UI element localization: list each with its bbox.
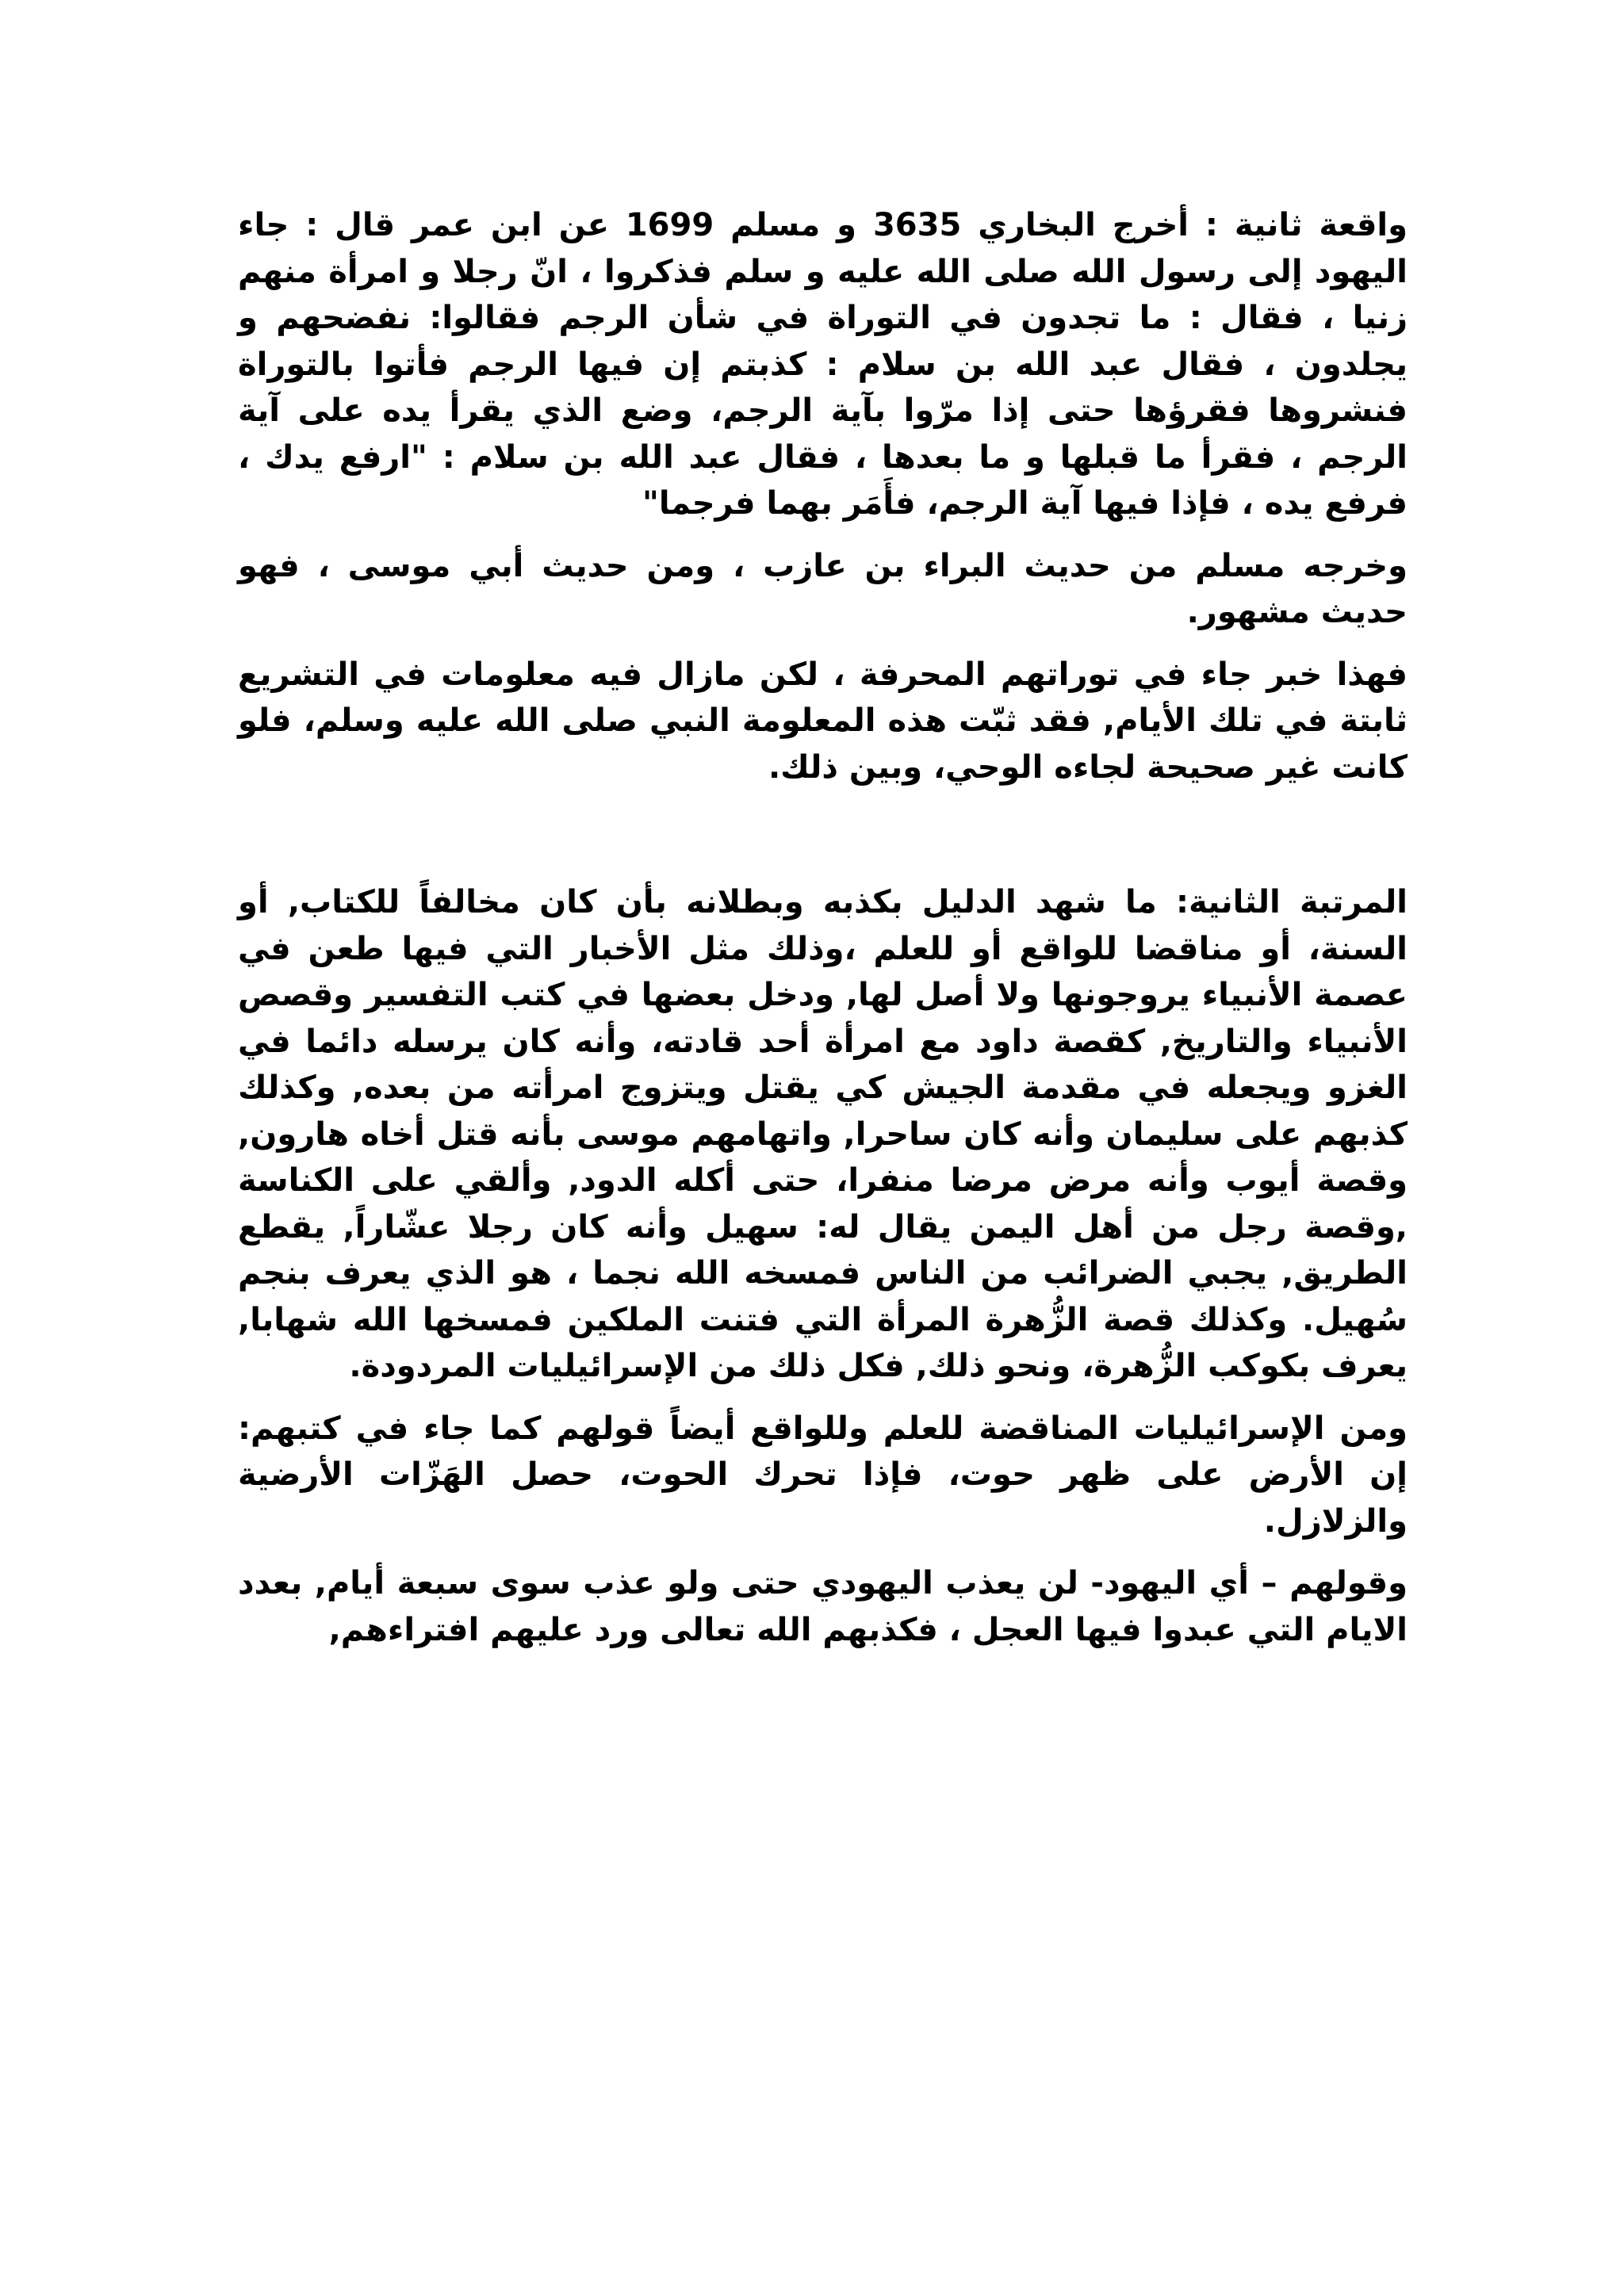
paragraph-gap [238, 1544, 1408, 1560]
paragraph-second-rank: المرتبة الثانية: ما شهد الدليل بكذبه وبطلانه بأن كان مخالفاً للكتاب, أو السنة، أو مناقضا للواقع أو للعلم ،وذلك مثل الأخبار التي فيها طعن في عصمة الأنبياء يروجونها ولا أصل لها, ودخل بعضها في كتب التفسير وقصص الأنبياء والتاريخ, كقصة داود مع امرأة أحد قادته، وأنه كان يرسله دائما في الغزو ويجعله في مقدمة الجيش كي يقتل ويتزوج امرأته من بعده, وكذلك كذبهم على سليمان وأنه كان ساحرا, واتهامهم موسى بأنه قتل أخاه هارون, وقصة أيوب وأنه مرض مرضا منفرا، حتى أكله الدود, وألقي على الكناسة ,وقصة رجل من أهل اليمن يقال له: سهيل وأنه كان رجلا عشّاراً, يقطع الطريق, يجبي الضرائب من الناس فمسخه الله نجما ، هو الذي يعرف بنجم سُهيل. وكذلك قصة الزُّهرة المرأة التي فتنت الملكين فمسخها الله شهابا, يعرف بكوكب الزُّهرة، ونحو ذلك, فكل ذلك من الإسرائيليات المردودة. [238, 884, 1408, 1384]
paragraph-gap [238, 636, 1408, 652]
paragraph-contradicting-science: ومن الإسرائيليات المناقضة للعلم وللواقع أيضاً قولهم كما جاء في كتبهم: إن الأرض على ظهر حوت، فإذا تحرك الحوت، حصل الهَزّات الأرضية والزلازل. [238, 1410, 1408, 1540]
text-column [238, 202, 1408, 1653]
paragraph-distorted-torah: فهذا خبر جاء في توراتهم المحرفة ، لكن مازال فيه معلومات في التشريع ثابتة في تلك الأيام, فقد ثبّت هذه المعلومة النبي صلى الله عليه وسلم، فلو كانت غير صحيحة لجاءه الوحي، وبين ذلك. [238, 656, 1408, 786]
paragraph-second-incident: واقعة ثانية : أخرج البخاري 3635 و مسلم 1699 عن ابن عمر قال : جاء اليهود إلى رسول الله صلى الله عليه و سلم فذكروا ، انّ رجلا و امرأة منهم زنيا ، فقال : ما تجدون في التوراة في شأن الرجم فقالوا: نفضحهم و يجلدون ، فقال عبد الله بن سلام : كذبتم إن فيها الرجم فأتوا بالتوراة فنشروها فقرؤها حتى إذا مرّوا بآية الرجم، وضع الذي يقرأ يده على آية الرجم ، فقرأ ما قبلها و ما بعدها ، فقال عبد الله بن سلام : "ارفع يدك ، فرفع يده ، فإذا فيها آية الرجم، فأَمَر بهما فرجما" [238, 207, 1408, 522]
paragraph-gap [238, 527, 1408, 543]
paragraph-muslim-narration: وخرجه مسلم من حديث البراء بن عازب ، ومن حديث أبي موسى ، فهو حديث مشهور. [238, 547, 1408, 630]
paragraph-gap [238, 1390, 1408, 1406]
section-gap [238, 790, 1408, 879]
paragraph-jews-claim: وقولهم – أي اليهود- لن يعذب اليهودي حتى ولو عذب سوى سبعة أيام, بعدد الايام التي عبدوا فيها العجل ، فكذبهم الله تعالى ورد عليهم افتراءهم, [238, 1565, 1408, 1648]
